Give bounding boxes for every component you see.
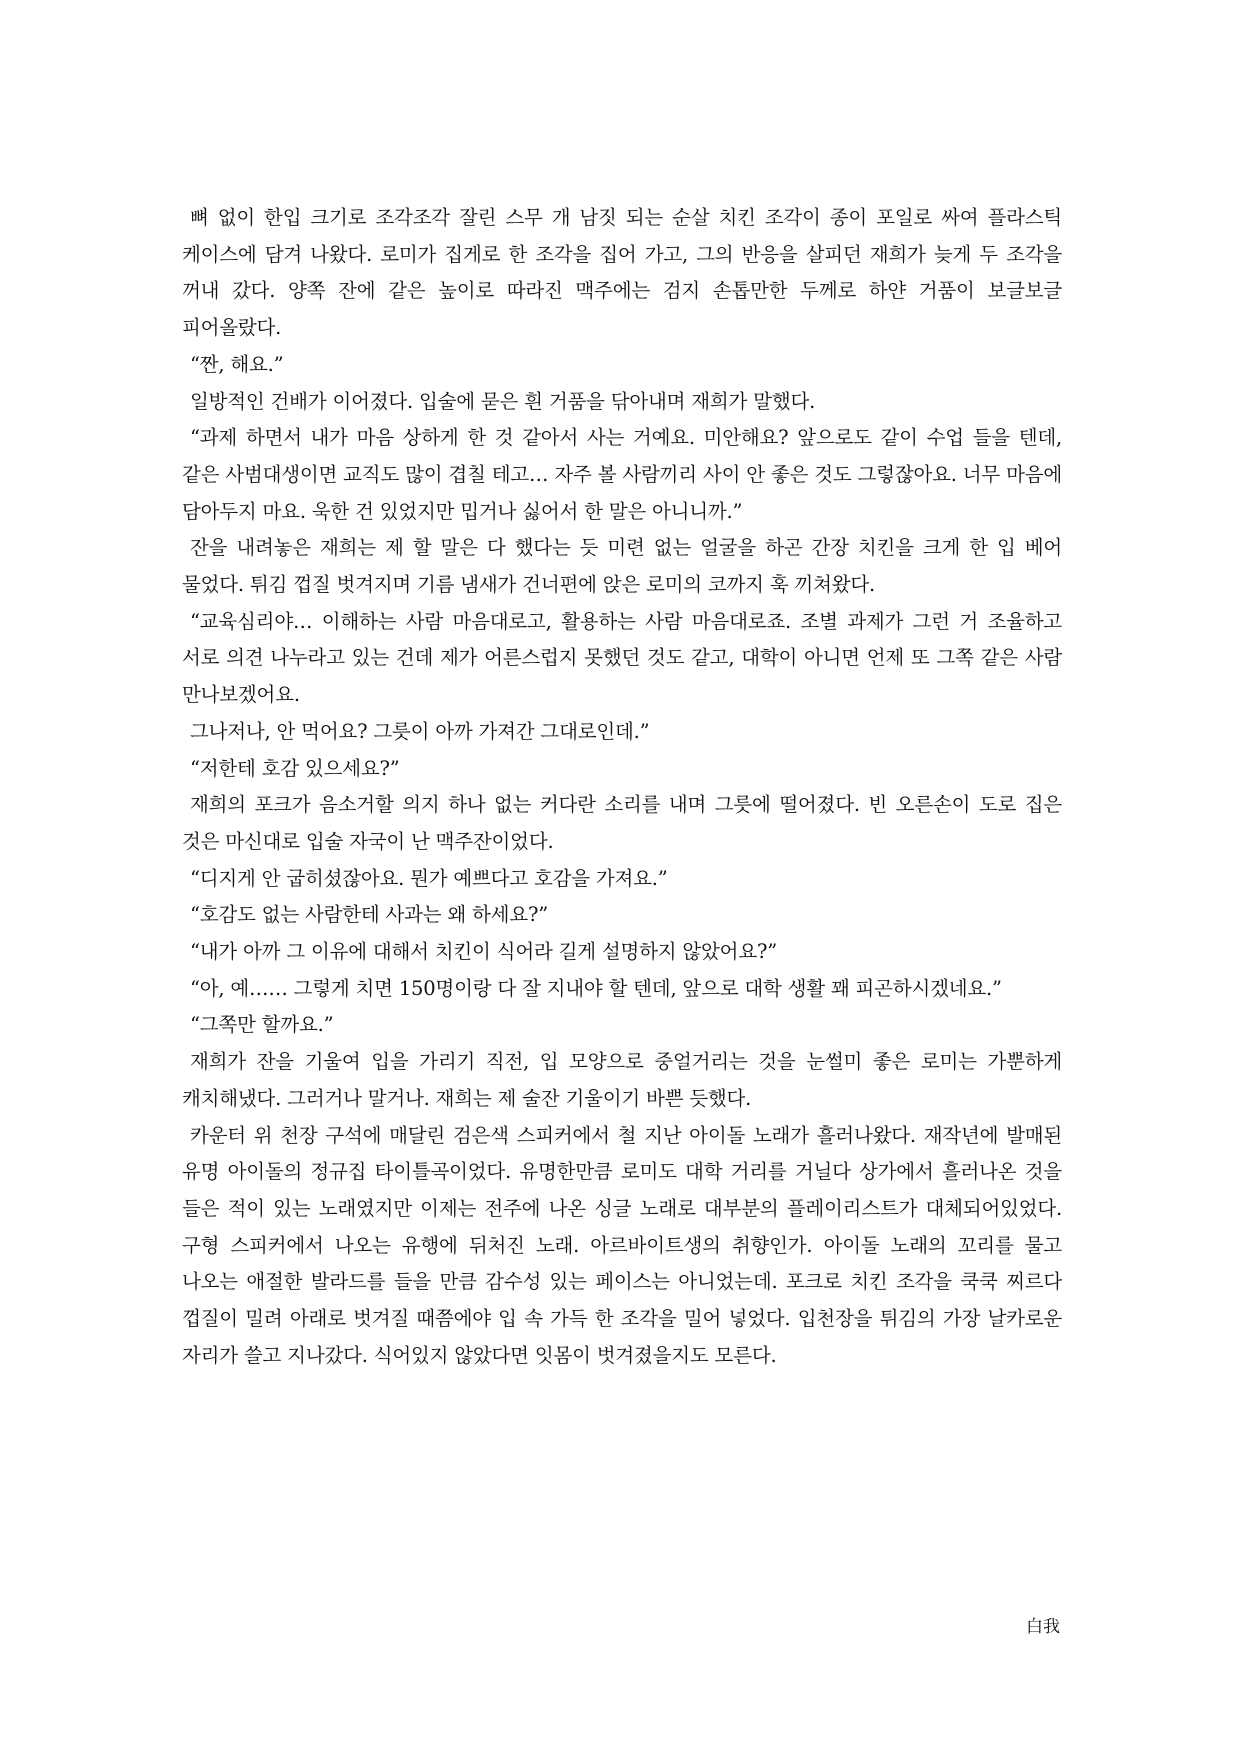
paragraph-2: “짠, 해요.” [190, 352, 284, 376]
paragraph-16: 카운터 위 천장 구석에 매달린 검은색 스피커에서 철 지난 아이돌 노래가 흘러나왔다. 재작년에 발매된 유명 아이돌의 정규집 타이틀곡이었다. 유명한만큼 로미도 대학 거리를 거닐다 상가에서 흘러나온 것을 들은 적이 있는 노래였지만 이제는 전주에 나온 싱글 노래로 대부분의 플레이리스트가 대체되어있었다. 구형 스피커에서 나오는 유행에 뒤처진 노래. 아르바이트생의 취향인가. 아이돌 노래의 꼬리를 물고 나오는 애절한 발라드를 들을 만큼 감수성 있는 페이스는 아니었는데. 포크로 치킨 조각을 쿡쿡 찌르다 껍질이 밀려 아래로 벗겨질 때쯤에야 입 속 가득 한 조각을 밀어 넣었다. 입천장을 튀김의 가장 날카로운 자리가 쓸고 지나갔다. 식어있지 않았다면 잇몸이 벗겨졌을지도 모른다. [182, 1123, 1063, 1367]
paragraph-10: “디지게 안 굽히셨잖아요. 뭔가 예쁘다고 호감을 가져요.” [190, 866, 668, 890]
paragraph-1: 뼈 없이 한입 크기로 조각조각 잘린 스무 개 남짓 되는 순살 치킨 조각이 종이 포일로 싸여 플라스틱 케이스에 담겨 나왔다. 로미가 집게로 한 조각을 집어 가고, 그의 반응을 살피던 재희가 늦게 두 조각을 꺼내 갔다. 양쪽 잔에 같은 높이로 따라진 맥주에는 검지 손톱만한 두께로 하얀 거품이 보글보글 피어올랐다. [182, 206, 1062, 340]
paragraph-8: “저한테 호감 있으세요?” [190, 756, 400, 780]
footer-mark: 白我 [1026, 1617, 1060, 1637]
paragraph-11: “호감도 없는 사람한테 사과는 왜 하세요?” [190, 903, 548, 927]
paragraph-14: “그쪽만 할까요.” [190, 1013, 334, 1037]
paragraph-15: 재희가 잔을 기울여 입을 가리기 직전, 입 모양으로 중얼거리는 것을 눈썰미 좋은 로미는 가뿐하게 캐치해냈다. 그러거나 말거나. 재희는 제 술잔 기울이기 바쁜 듯했다. [182, 1050, 1062, 1110]
paragraph-3: 일방적인 건배가 이어졌다. 입술에 묻은 흰 거품을 닦아내며 재희가 말했다. [190, 389, 816, 413]
paragraph-4: “과제 하면서 내가 마음 상하게 한 것 같아서 사는 거예요. 미안해요? 앞으로도 같이 수업 들을 텐데, 같은 사범대생이면 교직도 많이 겹칠 테고… 자주 볼 사람끼리 사이 안 좋은 것도 그렇잖아요. 너무 마음에 담아두지 마요. 욱한 건 있었지만 밉거나 싫어서 한 말은 아니니까.” [182, 426, 1062, 523]
paragraph-6: “교육심리야… 이해하는 사람 마음대로고, 활용하는 사람 마음대로죠. 조별 과제가 그런 거 조율하고 서로 의견 나누라고 있는 건데 제가 어른스럽지 못했던 것도 같고, 대학이 아니면 언제 또 그쪽 같은 사람 만나보겠어요. [182, 609, 1062, 707]
paragraph-5: 잔을 내려놓은 재희는 제 할 말은 다 했다는 듯 미련 없는 얼굴을 하곤 간장 치킨을 크게 한 입 베어 물었다. 튀김 껍질 벗겨지며 기름 냄새가 건너편에 앉은 로미의 코까지 훅 끼쳐왔다. [182, 536, 1062, 597]
paragraph-12: “내가 아까 그 이유에 대해서 치킨이 식어라 길게 설명하지 않았어요?” [190, 940, 777, 964]
paragraph-9: 재희의 포크가 음소거할 의지 하나 없는 커다란 소리를 내며 그릇에 떨어졌다. 빈 오른손이 도로 집은 것은 마신대로 입술 자국이 난 맥주잔이었다. [182, 793, 1062, 853]
page-body [182, 200, 1062, 1375]
paragraph-7: 그나저나, 안 먹어요? 그릇이 아까 가져간 그대로인데.” [190, 719, 650, 743]
paragraph-13: “아, 예…… 그렇게 치면 150명이랑 다 잘 지내야 할 텐데, 앞으로 대학 생활 꽤 피곤하시겠네요.” [190, 976, 1002, 1000]
